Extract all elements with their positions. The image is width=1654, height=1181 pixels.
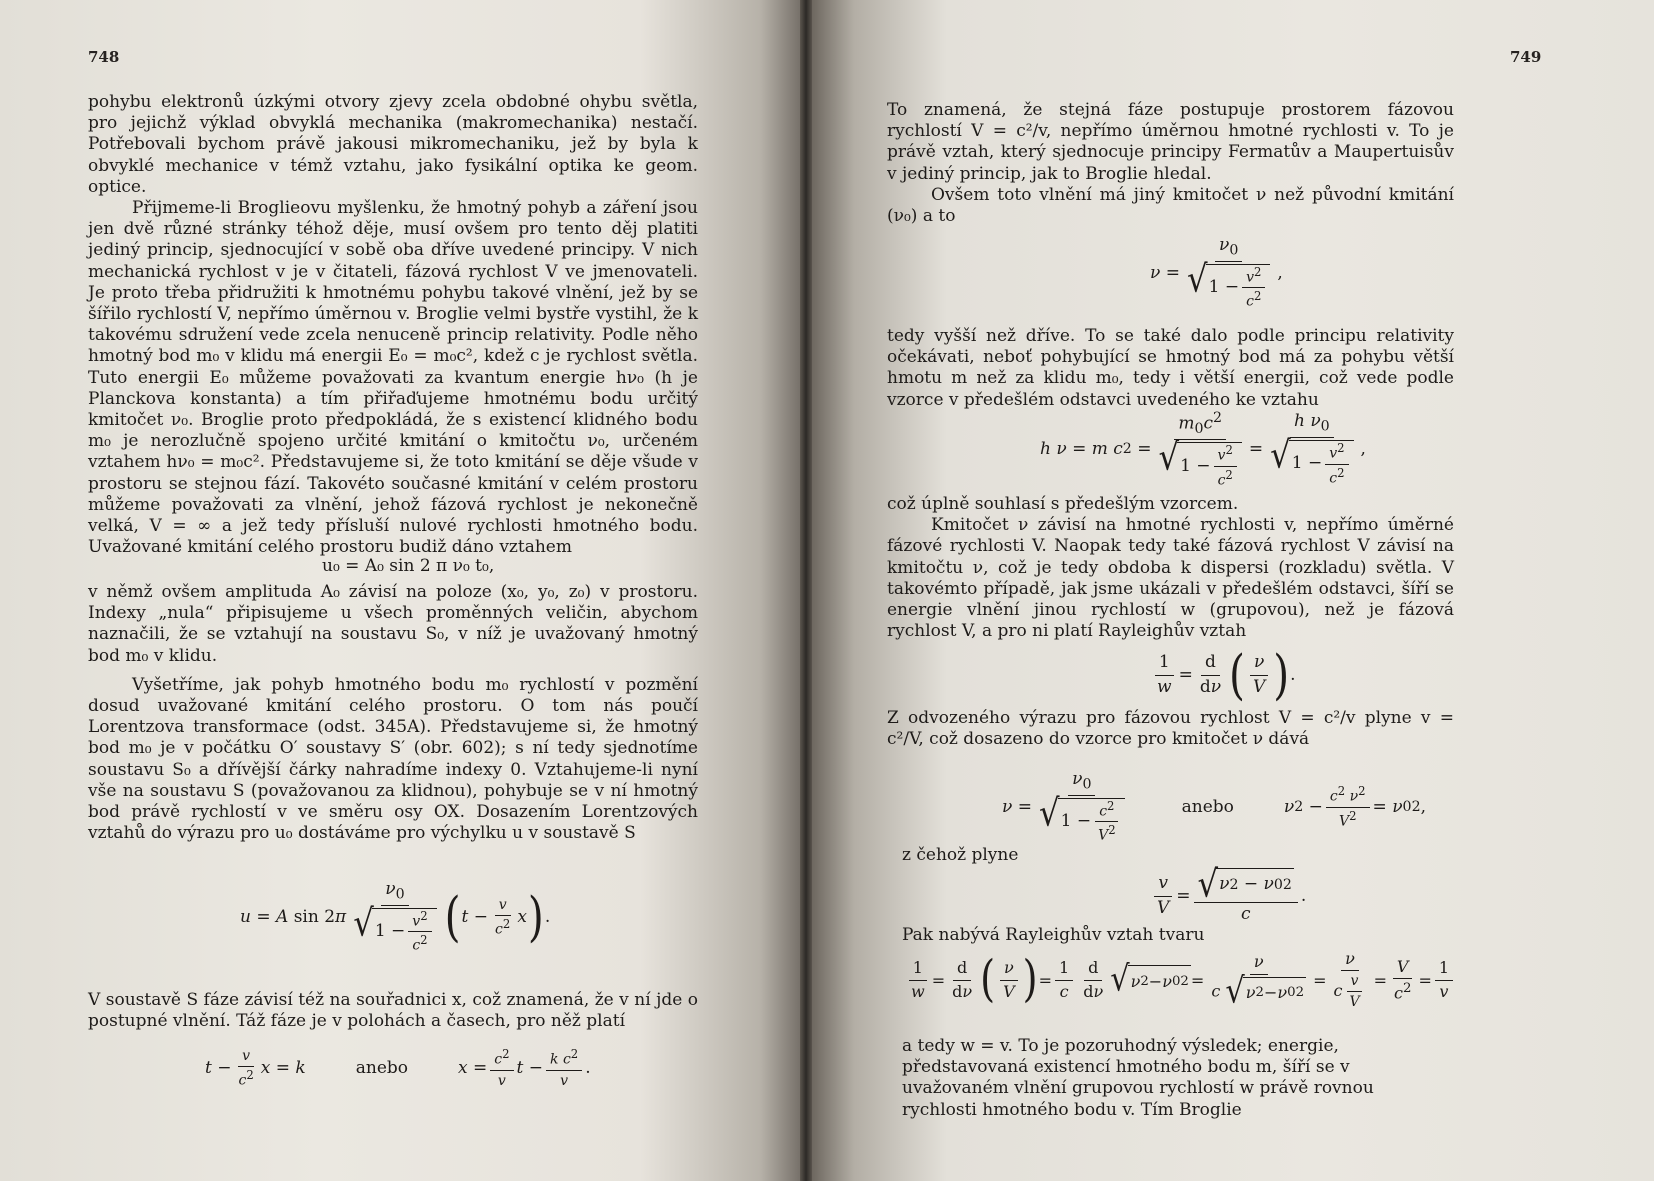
paragraph: V soustavě S fáze závisí též na souřadnici x, což znamená, že v ní jde o postupné vlnění. Táž fáze je v polohách a časech, pro něž platí xyxy=(88,990,698,1032)
equation-rayleigh-chain: $\frac{1}{w}$ = $\frac{d}{d\nu}$ ( $\frac{\nu}{V}$ ) = $\frac{1}{c}$ $\frac{d}{d\nu}$ √ ν 2 − ν 0 2 = ν c √ ν 2 − ν 0 2 = ν c $\frac{v}{V}$ = $\frac{V}{c^2}$ = $\frac{1}{v}$ xyxy=(904,950,1456,1011)
left-page xyxy=(0,0,800,1181)
paragraph-block-3 xyxy=(88,990,698,1032)
equation-phase: t − $\frac{v}{c^2}$ x = k anebo x = $\frac{c^2}{v}$ t − $\frac{k c^2}{v}$ . xyxy=(205,1047,591,1089)
paragraph-block-5 xyxy=(887,326,1454,411)
equation-connector: anebo xyxy=(355,1058,408,1079)
paragraph: Vyšetříme, jak pohyb hmotného bodu m₀ rychlostí v pozmění dosud uvažované kmitání celého prostoru. O tom nás poučí Lorentzova transformace (odst. 345A). Představujeme si, že hmotný bod m₀ je v počátku O′ soustavy S′ (obr. 602); s ní tedy sjednotíme soustavu S₀ a dřívější čárky nahradíme indexy 0. Vztahujeme-li nyní vše na soustavu S (považovanou za klidnou), pohybuje se v ní hmotný bod právě rychlostí v ve směru osy OX. Dosazením Lorentzových vztahů do výrazu pro u₀ dostáváme pro výchylku u v soustavě S xyxy=(88,674,698,844)
page-number: 748 xyxy=(88,48,120,66)
paragraph-block-1 xyxy=(88,92,698,558)
paragraph: v němž ovšem amplituda A₀ závisí na poloze (x₀, y₀, z₀) v prostoru. Indexy „nula“ připisujeme u všech proměnných veličin, abychom naznačili, že se vztahují na soustavu S₀, v níž je uvažovaný hmotný bod m₀ v klidu. xyxy=(88,582,698,666)
equation-energy: h ν = m c 2 = $m_0c^2$ √ 1 − $\frac{v^2}{c^2}$ = h $\nu_0$ √ 1 − $\frac{v^2}{c^2}$ , xyxy=(1040,410,1366,489)
paragraph-block-9 xyxy=(902,925,1454,946)
paragraph-block-8 xyxy=(902,845,1454,866)
paragraph: pohybu elektronů úzkými otvory zjevy zcela obdobné ohybu světla, pro jejichž výklad obvyklá mechanika (makromechanika) nestačí. Potřebovali bychom právě jakousi mikromechaniku, jež by byla k obvyklé mechanice v témž vztahu, jako fysikální optika ke geom. optice. xyxy=(88,92,698,197)
paragraph: z čehož plyne xyxy=(902,845,1019,865)
paragraph: tedy vyšší než dříve. To se také dalo podle principu relativity očekávati, neboť pohybující se hmotný bod má za pohybu větší hmotu m než za klidu m₀, tedy i větší energii, což vede podle vzorce v předešlém odstavci uvedeného ke vztahu xyxy=(887,326,1454,410)
paragraph: To znamená, že stejná fáze postupuje prostorem fázovou rychlostí V = c²/v, nepřímo úměrnou hmotné rychlosti v. To je právě vztah, který sjednocuje principy Fermatův a Maupertuisův v jediný princip, jak to Broglie hledal. xyxy=(887,100,1454,184)
equation-u-lorentz: u = A sin 2 π $\nu_0$ √ 1 − $\frac{v^2}{c^2}$ ( t − $\frac{v}{c^2}$ x ) . xyxy=(240,879,551,955)
equation-u0: u₀ = A₀ sin 2 π ν₀ t₀, xyxy=(322,556,495,576)
equation-nu-v: ν = $\nu_0$ √ 1 − $\frac{c^2}{V^2}$ anebo ν 2 − $\frac{c^2 \nu^2}{V^2}$ = ν 0 2 , xyxy=(1002,769,1426,845)
paragraph-block-6 xyxy=(887,494,1454,642)
equation-nu: ν = $\nu_0$ √ 1 − $\frac{v^2}{c^2}$ , xyxy=(1150,235,1283,311)
paragraph-block-7 xyxy=(887,708,1454,750)
paragraph-block-4 xyxy=(887,100,1454,227)
paragraph-block-10 xyxy=(902,1036,1454,1121)
paragraph: Přijmeme-li Broglieovu myšlenku, že hmotný pohyb a záření jsou jen dvě různé stránky téhož děje, musí ovšem pro tento děj platiti jediný princip, sjednocující v sobě oba dříve uvedené principy. V nich mechanická rychlost v je v čitateli, fázová rychlost V ve jmenovateli. Je proto třeba přidružiti k hmotnému pohybu takové vlnění, jež by se šířilo rychlostí V, nepřímo úměrnou v. Broglie velmi bystře vystihl, že k takovému sdružení vede zcela nenuceně princip relativity. Podle něho hmotný bod m₀ v klidu má energii E₀ = m₀c², kdež c je rychlost světla. Tuto energii E₀ můžeme považovati za kvantum energie hν₀ (h je Planckova konstanta) a tím přiřaďujeme hmotnému bodu určitý kmitočet ν₀. Broglie proto předpokládá, že s existencí klidného bodu m₀ je nerozlučně spojeno určité kmitání o kmitočtu ν₀, určeném vztahem hν₀ = m₀c². Představujeme si, že toto kmitání se děje všude v prostoru se stejnou fází. Takovéto současné kmitání v celém prostoru můžeme považovati za vlnění, jehož fázová rychlost je nekonečně velká, V = ∞ a jež tedy přísluší nulové rychlosti hmotného bodu. Uvažované kmitání celého prostoru budiž dáno vztahem xyxy=(88,198,698,558)
paragraph: Kmitočet ν závisí na hmotné rychlosti v, nepřímo úměrné fázové rychlosti V. Naopak tedy také fázová rychlost V závisí na kmitočtu ν, což je tedy obdoba k dispersi (rozkladu) světla. V takovémto případě, jak jsme ukázali v předešlém odstavci, šíří se energie vlnění jinou rychlostí w (grupovou), než je fázová rychlost V, a pro ni platí Rayleighův vztah xyxy=(887,515,1454,642)
paragraph: Pak nabývá Rayleighův vztah tvaru xyxy=(902,925,1205,945)
paragraph: což úplně souhlasí s předešlým vzorcem. xyxy=(887,494,1239,514)
equation-connector: anebo xyxy=(1181,797,1234,818)
right-page xyxy=(812,0,1654,1181)
page-number: 749 xyxy=(1510,48,1542,66)
book-gutter xyxy=(800,0,812,1181)
equation-v-over-V: $\frac{v}{V}$ = √ ν 2 − ν 0 2 c . xyxy=(1150,868,1306,925)
equation-rayleigh: $\frac{1}{w}$ = $\frac{d}{d\nu}$ ( $\frac{\nu}{V}$ ) . xyxy=(1150,652,1296,697)
paragraph: Ovšem toto vlnění má jiný kmitočet ν než původní kmitání (ν₀) a to xyxy=(887,184,1454,227)
paragraph-block-2 xyxy=(88,582,698,844)
paragraph: a tedy w = v. To je pozoruhodný výsledek; energie, představovaná existencí hmotného bodu m, šíří se v uvažovaném vlnění grupovou rychlostí w právě rovnou rychlosti hmotného bodu v. Tím Broglie xyxy=(902,1036,1374,1120)
paragraph: Z odvozeného výrazu pro fázovou rychlost V = c²/v plyne v = c²/V, což dosazeno do vzorce pro kmitočet ν dává xyxy=(887,708,1454,750)
